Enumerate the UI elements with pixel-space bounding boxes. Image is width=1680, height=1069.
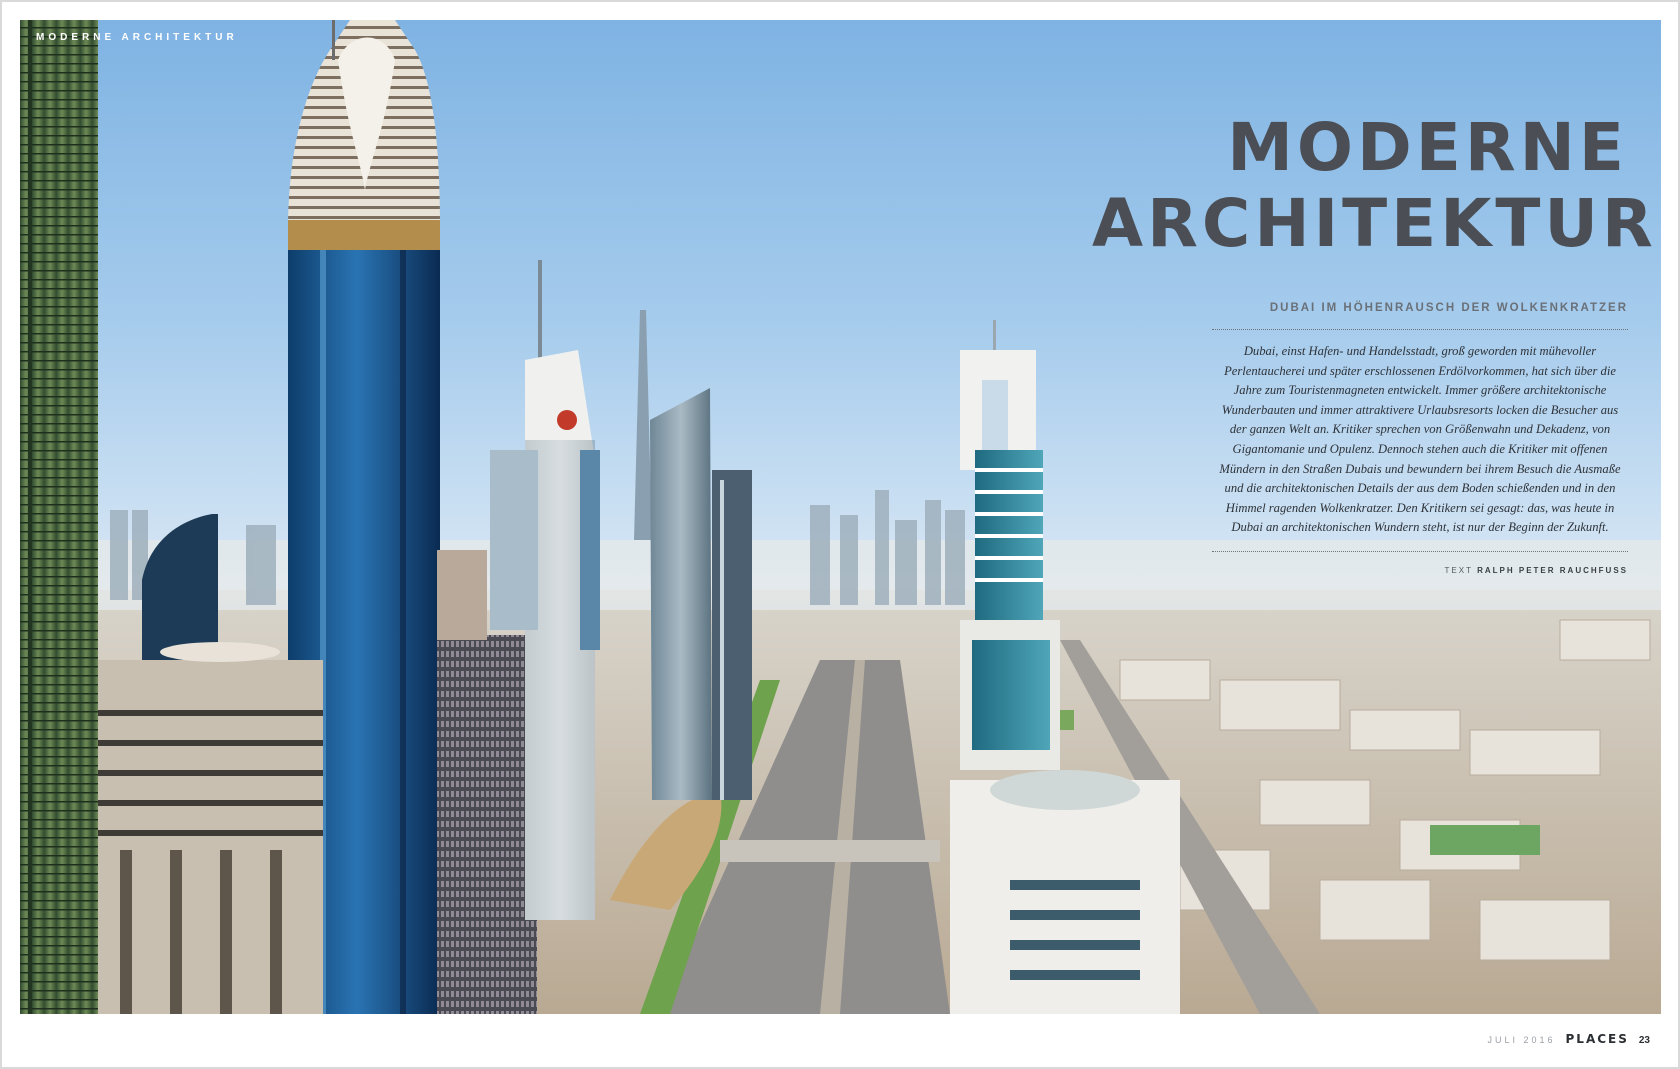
dotted-divider-top [1212,329,1628,330]
article-block [1092,109,1657,575]
magazine-page [2,2,1678,1067]
credit-label: TEXT [1444,565,1473,575]
dotted-divider-bottom [1212,551,1628,552]
credit-author: RALPH PETER RAUCHFUSS [1477,565,1628,575]
magazine-logo: PLACES [1565,1032,1629,1046]
title-line-2: ARCHITEKTUR [1092,185,1657,262]
article-subtitle: DUBAI IM HÖHENRAUSCH DER WOLKENKRATZER [1269,302,1628,314]
issue-date: JULI 2016 [1487,1035,1556,1045]
title-line-1: MODERNE [1227,109,1628,186]
author-credit [1212,566,1628,575]
page-number: 23 [1638,1035,1650,1046]
running-head: MODERNE ARCHITEKTUR [36,32,238,43]
page-footer [1487,1032,1650,1046]
article-intro-text: Dubai, einst Hafen- und Handelsstadt, groß geworden mit mühevoller Perlentaucherei und später erschlossenen Erdölvorkommen, hat sich über die Jahre zum Touristenmagneten entwickelt. Immer größere architektonische Wunderbauten und immer attraktivere Urlaubsresorts locken die Besucher aus der ganzen Welt an. Kritiker sprechen von Größenwahn und Dekadenz, von Gigantomanie und Opulenz. Dennoch stehen auch die Kritiker mit offenen Mündern in den Straßen Dubais und bewundern bei ihrem Besuch die Ausmaße und die architektonischen Details der aus dem Boden schießenden und in den Himmel ragenden Wolkenkratzer. Den Kritikern sei gesagt: das, was heute in Dubai an architektonischen Wundern steht, ist nur der Beginn der Zukunft. [1219,344,1621,535]
article-title [1092,109,1657,262]
